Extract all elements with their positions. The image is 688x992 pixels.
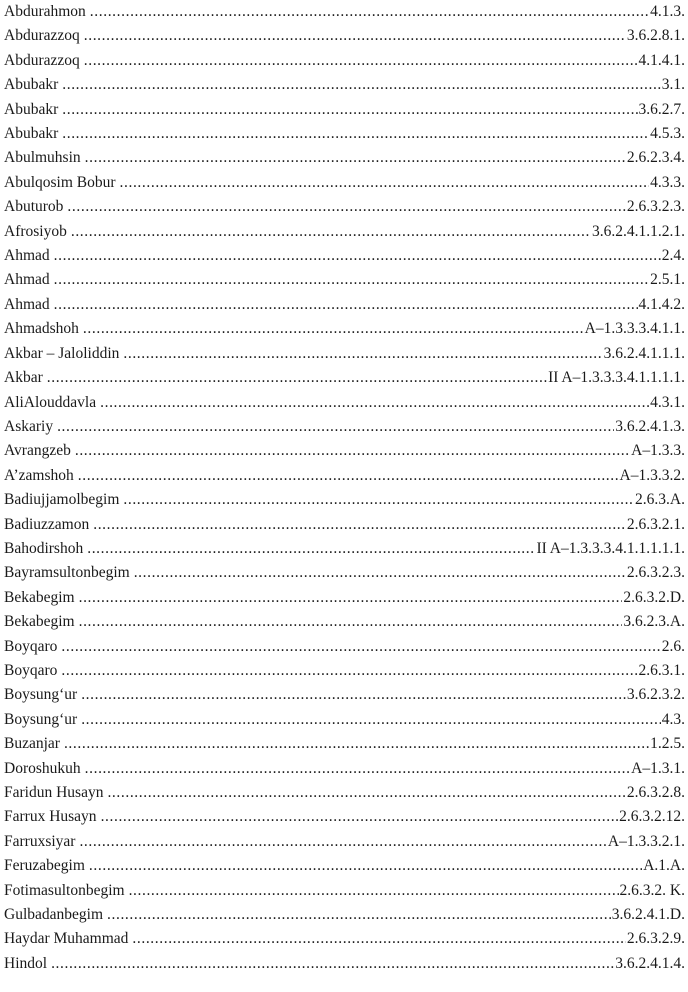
entry-name: Boyqaro <box>4 661 58 679</box>
index-entry <box>4 146 685 170</box>
index-entry <box>4 781 685 805</box>
entry-reference: 3.6.2.3.A. <box>623 613 685 631</box>
dot-leader <box>100 391 649 415</box>
dot-leader <box>85 146 626 170</box>
dot-leader <box>62 73 661 97</box>
entry-name: Doroshukuh <box>4 759 81 777</box>
entry-reference: 2.6.3.2.12. <box>619 808 685 826</box>
dot-leader <box>62 122 649 146</box>
index-entry <box>4 415 685 439</box>
entry-reference: 3.6.2.4.1.1.1. <box>603 344 685 362</box>
dot-leader <box>134 561 626 585</box>
entry-reference: 4.3. <box>661 710 685 728</box>
entry-name: Abdurazzoq <box>4 27 80 45</box>
entry-name: Bekabegim <box>4 613 75 631</box>
dot-leader <box>71 220 591 244</box>
dot-leader <box>78 464 619 488</box>
entry-reference: A–1.3.3. <box>631 442 685 460</box>
entry-name: Farruxsiyar <box>4 832 76 850</box>
index-entry <box>4 854 685 878</box>
dot-leader <box>93 513 626 537</box>
dot-leader <box>123 342 602 366</box>
entry-reference: 2.6.3.1. <box>638 661 685 679</box>
index-entry <box>4 683 685 707</box>
entry-reference: 4.3.1. <box>650 393 685 411</box>
entry-reference: 3.6.2.4.1.3. <box>615 417 685 435</box>
entry-reference: 1.2.5. <box>650 735 685 753</box>
dot-leader <box>107 903 611 927</box>
entry-name: Feruzabegim <box>4 857 85 875</box>
index-entry <box>4 635 685 659</box>
index-entry <box>4 830 685 854</box>
entry-reference: 3.6.2.7. <box>638 100 685 118</box>
dot-leader <box>84 24 626 48</box>
entry-name: AliAlouddavla <box>4 393 97 411</box>
entry-reference: 2.6.3.2.3. <box>626 564 685 582</box>
entry-reference: 4.1.4.1. <box>638 51 685 69</box>
entry-name: Boysung‘ur <box>4 710 78 728</box>
dot-leader <box>87 537 535 561</box>
entry-name: Boyqaro <box>4 637 58 655</box>
index-entry <box>4 513 685 537</box>
entry-name: Farrux Husayn <box>4 808 97 826</box>
entry-name: Akbar <box>4 369 43 387</box>
entry-reference: II A–1.3.3.3.4.1.1.1.1. <box>548 369 685 387</box>
dot-leader <box>54 244 661 268</box>
dot-leader <box>62 98 637 122</box>
dot-leader <box>54 293 638 317</box>
entry-name: A’zamshoh <box>4 466 74 484</box>
index-entry <box>4 366 685 390</box>
entry-reference: 4.1.3. <box>650 3 685 20</box>
dot-leader <box>123 488 634 512</box>
index-entry <box>4 488 685 512</box>
dot-leader <box>129 879 619 903</box>
dot-leader <box>120 171 650 195</box>
dot-leader <box>101 805 619 829</box>
index-entry <box>4 98 685 122</box>
index-entry <box>4 391 685 415</box>
index-entry <box>4 879 685 903</box>
entry-name: Hindol <box>4 954 48 972</box>
entry-reference: 2.6.3.2. K. <box>619 881 685 899</box>
index-entry <box>4 195 685 219</box>
index-entry <box>4 0 685 24</box>
entry-name: Badiujjamolbegim <box>4 491 120 509</box>
entry-reference: 2.6.3.2.8. <box>626 784 685 801</box>
index-entry <box>4 732 685 756</box>
dot-leader <box>90 0 649 24</box>
entry-reference: 2.6.3.2.1. <box>626 515 685 533</box>
index-entry <box>4 561 685 585</box>
dot-leader <box>64 732 649 756</box>
dot-leader <box>51 952 614 976</box>
dot-leader <box>85 757 631 781</box>
entry-name: Gulbadanbegim <box>4 906 104 924</box>
dot-leader <box>61 635 660 659</box>
entry-name: Ahmad <box>4 295 50 313</box>
entry-name: Avrangzeb <box>4 442 71 460</box>
entry-reference: 2.6.3.2.D. <box>623 588 685 606</box>
dot-leader <box>81 708 661 732</box>
entry-reference: 3.6.2.4.1.D. <box>611 906 685 924</box>
entry-name: Fotimasultonbegim <box>4 881 125 899</box>
index-entry <box>4 610 685 634</box>
entry-name: Abubakr <box>4 125 59 143</box>
entry-reference: 2.6.2.3.4. <box>626 149 685 167</box>
entry-reference: 2.6.3.A. <box>635 491 685 509</box>
dot-leader <box>79 586 623 610</box>
dot-leader <box>79 610 623 634</box>
entry-reference: II A–1.3.3.3.4.1.1.1.1.1. <box>536 539 685 557</box>
entry-reference: 2.6.3.2.9. <box>626 930 685 948</box>
entry-name: Buzanjar <box>4 735 60 753</box>
entry-reference: 2.4. <box>661 247 685 265</box>
entry-name: Abuturob <box>4 198 64 216</box>
index-entry <box>4 171 685 195</box>
entry-name: Abdurazzoq <box>4 51 80 69</box>
index-entry <box>4 537 685 561</box>
index-entry <box>4 439 685 463</box>
entry-reference: 3.6.2.3.2. <box>626 686 685 704</box>
entry-name: Abubakr <box>4 76 59 94</box>
name-index-list <box>4 0 685 976</box>
dot-leader <box>61 659 637 683</box>
entry-name: Bekabegim <box>4 588 75 606</box>
dot-leader <box>47 366 547 390</box>
index-entry <box>4 757 685 781</box>
dot-leader <box>57 415 614 439</box>
index-entry <box>4 24 685 48</box>
index-entry <box>4 805 685 829</box>
index-entry <box>4 464 685 488</box>
entry-name: Askariy <box>4 417 54 435</box>
index-entry <box>4 342 685 366</box>
entry-reference: 3.6.2.4.1.4. <box>615 954 685 972</box>
index-entry <box>4 220 685 244</box>
entry-name: Haydar Muhammad <box>4 930 129 948</box>
dot-leader <box>67 195 625 219</box>
entry-name: Badiuzzamon <box>4 515 90 533</box>
index-entry <box>4 708 685 732</box>
dot-leader <box>89 854 642 878</box>
dot-leader <box>81 683 626 707</box>
index-entry <box>4 952 685 976</box>
entry-name: Faridun Husayn <box>4 784 104 801</box>
index-entry <box>4 268 685 292</box>
entry-reference: 3.1. <box>661 76 685 94</box>
entry-reference: 3.6.2.8.1. <box>626 27 685 45</box>
entry-reference: 4.3.3. <box>650 173 685 191</box>
index-entry <box>4 927 685 951</box>
entry-name: Bayramsultonbegim <box>4 564 130 582</box>
entry-name: Akbar – Jaloliddin <box>4 344 120 362</box>
entry-name: Abdurahmon <box>4 3 86 20</box>
entry-name: Afrosiyob <box>4 222 67 240</box>
dot-leader <box>132 927 625 951</box>
entry-name: Bahodirshoh <box>4 539 84 557</box>
index-entry <box>4 122 685 146</box>
entry-name: Boysung‘ur <box>4 686 78 704</box>
entry-reference: A–1.3.3.3.4.1.1. <box>584 320 685 338</box>
index-entry <box>4 659 685 683</box>
dot-leader <box>54 268 649 292</box>
entry-reference: 4.1.4.2. <box>638 295 685 313</box>
entry-name: Ahmad <box>4 271 50 289</box>
dot-leader <box>79 830 606 854</box>
entry-name: Abubakr <box>4 100 59 118</box>
dot-leader <box>107 781 625 805</box>
index-entry <box>4 244 685 268</box>
index-entry <box>4 293 685 317</box>
entry-name: Ahmadshoh <box>4 320 79 338</box>
entry-reference: 2.5.1. <box>650 271 685 289</box>
index-entry <box>4 49 685 73</box>
index-entry <box>4 586 685 610</box>
entry-reference: A–1.3.3.2.1. <box>607 832 685 850</box>
entry-reference: 2.6. <box>661 637 685 655</box>
entry-name: Ahmad <box>4 247 50 265</box>
entry-reference: 3.6.2.4.1.1.2.1. <box>592 222 685 240</box>
dot-leader <box>84 49 638 73</box>
entry-name: Abulqosim Bobur <box>4 173 116 191</box>
dot-leader <box>83 317 584 341</box>
index-entry <box>4 73 685 97</box>
index-entry <box>4 903 685 927</box>
entry-reference: A.1.A. <box>643 857 685 875</box>
index-entry <box>4 317 685 341</box>
entry-reference: A–1.3.3.2. <box>619 466 685 484</box>
entry-reference: A–1.3.1. <box>631 759 685 777</box>
entry-name: Abulmuhsin <box>4 149 81 167</box>
entry-reference: 4.5.3. <box>650 125 685 143</box>
entry-reference: 2.6.3.2.3. <box>626 198 685 216</box>
dot-leader <box>75 439 630 463</box>
